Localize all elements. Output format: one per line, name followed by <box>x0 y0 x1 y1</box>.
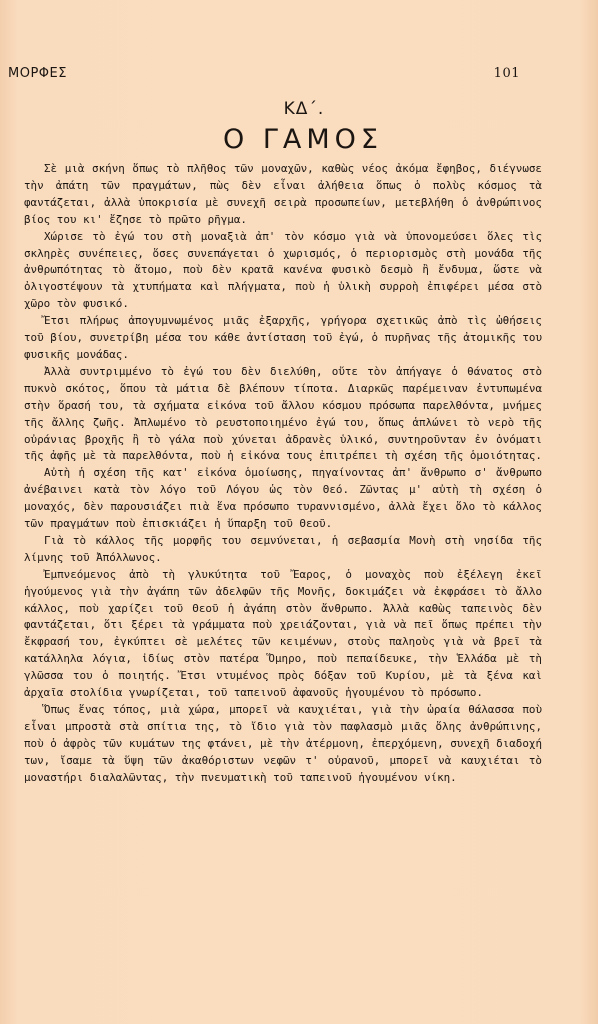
paragraph: Γιὰ τὸ κάλλος τῆς μορφῆς του σεμνύνεται, ἡ σεβασμία Μονὴ στὴ νησίδα τῆς λίμνης τοῦ Ἀπόλλωνος. <box>24 533 542 564</box>
paragraph: Ὅπως ἕνας τόπος, μιὰ χώρα, μπορεῖ νὰ καυχιέται, γιὰ τὴν ὡραία θάλασσα ποὺ εἶναι μπροστὰ στὰ σπίτια της, τὸ ἴδιο γιὰ τὸν παφλασμὸ μιᾶς ὅλης ἀνθρώπινης, ποὺ ὁ ἀφρὸς τῶν κυμάτων της φτάνει, μὲ τὴν ἀτέρμονη, ἐπερχόμενη, συνεχῆ διαδοχή των, ἴσαμε τὰ ὕψη τῶν ἀκαθόριστων νεφῶν τ' οὐρανοῦ, μπορεῖ νὰ καυχιέται τὸ μοναστήρι διαλαλῶντας, τὴν πνευματικὴ τοῦ ταπεινοῦ ἡγουμένου νίκη. <box>24 703 542 784</box>
page-number: 101 <box>493 66 520 81</box>
paragraph: Ἐμπνεόμενος ἀπὸ τὴ γλυκύτητα τοῦ Ἔαρος, ὁ μοναχὸς ποὺ ἐξέλεγη ἐκεῖ ἡγούμενος γιὰ τὴν ἀγάπη τῶν ἀδελφῶν τῆς Μονῆς, δοκιμάζει νὰ ἐκφράσει τὸ ἄλλο κάλλος, ποὺ χαρίζει τοῦ Θεοῦ ἡ ἀγάπη στὸν ἄνθρωπο. Ἀλλὰ καθὼς ταπεινὸς δὲν φαντάζεται, ὅτι ξέρει τὰ γράμματα ποὺ χρειάζονται, γιὰ νὰ πεῖ ὅπως πρέπει τὴν ἔκφρασή του, ἐγκύπτει σὲ μελέτες τῶν κειμένων, στοὺς παληοὺς γιὰ νὰ βρεῖ τὰ κατάλληλα λόγια, ἰδίως στὸν πατέρα Ὅμηρο, ποὺ πεπαίδευκε, τὴν Ἑλλάδα μὲ τὴ γλῶσσα του ὁ ποιητής. Ἔτσι ντυμένος πρὸς δόξαν τοῦ Κυρίου, μὲ τὰ ξένα καὶ ἀρχαῖα στολίδια γνωρίζεται, τοῦ ταπεινοῦ ἀφανοῦς ἡγουμένου τὸ πρόσωπο. <box>24 567 542 700</box>
chapter-number: ΚΔ΄. <box>283 99 325 119</box>
paragraph: Χώρισε τὸ ἐγώ του στὴ μοναξιὰ ἀπ' τὸν κόσμο γιὰ νὰ ὑπονομεύσει ὅλες τὶς σκληρὲς συνέπειες, ὅσες συνεπάγεται ὁ χωρισμός, ὁ περιορισμὸς στὴ μονάδα τῆς ἀνθρωπότητας τὸ ἄτομο, ποὺ δὲν κρατᾶ κανένα φυσικὸ δεσμὸ ἢ ἔνδυμα, ὥστε νὰ ὀλιγοστέψουν τὰ χτυπήματα καὶ πλήγματα, ποὺ ἡ ὑλικὴ συρροὴ ἐπιφέρει μέσα στὸ χῶρο τὸν φυσικό. <box>24 229 542 311</box>
chapter-title: Ο ΓΑΜΟΣ <box>223 124 383 155</box>
paragraph: Σὲ μιὰ σκήνη ὅπως τὸ πλῆθος τῶν μοναχῶν, καθὼς νέος ἀκόμα ἔφηβος, διέγνωσε τὴν ἀπάτη τῶν πραγμάτων, πὼς δὲν εἶναι ἀλήθεια ὅπως ὁ πολὺς κόσμος τὰ φαντάζεται, ἀλλὰ ὑποκρισία μὲ συνεχῆ σειρὰ προσωπείων, μετεβλήθη ὁ ἀνθρώπινος βίος του κι' ἔζησε τὸ πρῶτο ρῆγμα. <box>24 162 542 226</box>
paragraph: Αὐτὴ ἡ σχέση τῆς κατ' εἰκόνα ὁμοίωσης, πηγαίνοντας ἀπ' ἄνθρωπο σ' ἄνθρωπο ἀνέβαινει κατὰ τὸν λόγο τοῦ Λόγου ὡς τὸν Θεό. Ζῶντας μ' αὐτὴ τὴ σχέση ὁ μοναχός, δὲν παρουσιάζει πιὰ ἕνα πρόσωπο τυραννισμένο, ἀλλὰ ἔχει ὅλο τὸ κάλλος τῶν πραγμάτων ποὺ ἐπισκιάζει ἡ ὕπαρξη τοῦ Θεοῦ. <box>24 466 542 531</box>
paragraph: Ἔτσι πλήρως ἀπογυμνωμένος μιᾶς ἐξαρχῆς, γρήγορα σχετικῶς ἀπὸ τὶς ὠθήσεις τοῦ βίου, συνετρίβη μέσα του κάθε ἀντίσταση τοῦ ἐγώ, ὁ πυρῆνας τῆς ἀτομικῆς του φυσικῆς μονάδας. <box>24 314 542 361</box>
running-head <box>8 66 590 86</box>
running-title: ΜΟΡΦΕΣ <box>8 66 67 81</box>
paragraph: Ἀλλὰ συντριμμένο τὸ ἐγώ του δὲν διελύθη, οὔτε τὸν ἀπήγαγε ὁ θάνατος στὸ πυκνὸ σκότος, ὅπου τὰ μάτια δὲ βλέπουν τίποτα. Διαρκῶς παρέμειναν ἐντυπωμένα στὴν ὅρασή του, τὰ σχήματα εἰκόνα τοῦ ἄλλου κόσμου πρόσωπα παρελθόντα, μνήμες τῆς ἄλλης ζωῆς. Ἀπλωμένο τὸ ρευστοποιημένο ἐγώ του, ὅπως ἁπλώνει τὸ νερὸ τῆς οὐράνιας βροχῆς ἢ τὸ γάλα ποὺ χύνεται ἀδρανὲς ὑλικό, συντηροῦνταν ἐν ὀνόματι τῆς ἀφῆς μὲ τὰ παρελθόντα, ποὺ ἡ εἰκόνα τους ἐπιτρέπει τὴ σχέση τῆς ὁμοιότητας. <box>24 364 542 463</box>
body-text <box>24 161 542 787</box>
